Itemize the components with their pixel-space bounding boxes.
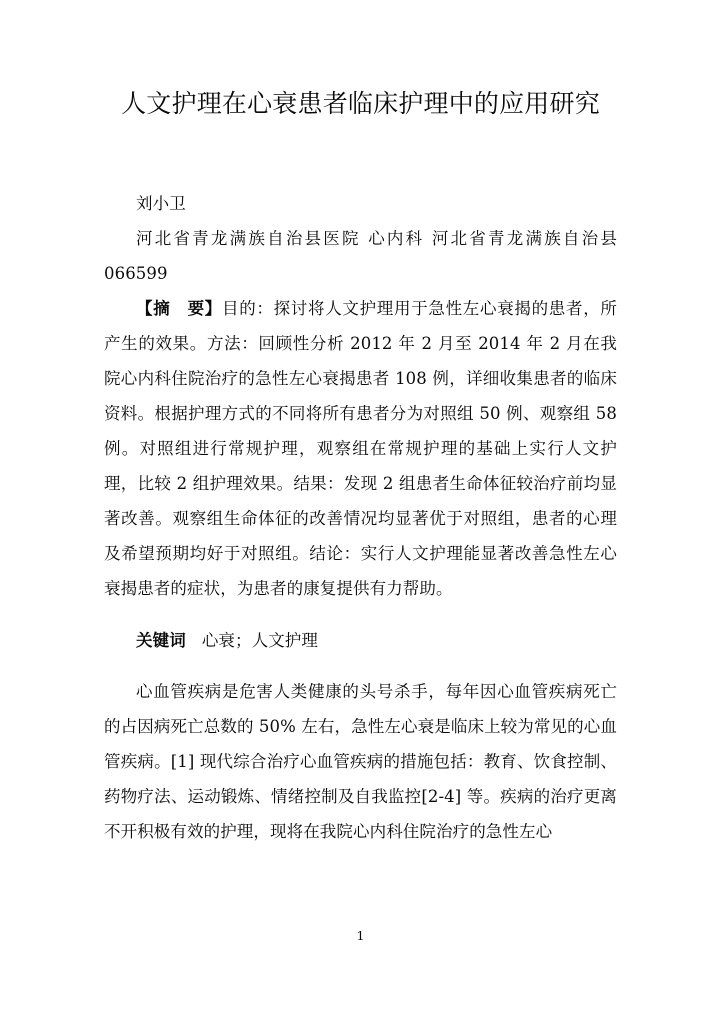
body-paragraph: 心血管疾病是危害人类健康的头号杀手，每年因心血管疾病死亡的占因病死亡总数的 50% 左右，急性左心衰是临床上较为常见的心血管疾病。[1] 现代综合治疗心血管疾病的措施包括：教育、饮食控制、药物疗法、运动锻炼、情绪控制及自我监控[2-4] 等。疾病的治疗更离不开积极有效的护理，现将在我院心内科住院治疗的急性左心 <box>104 682 617 841</box>
affiliation-postcode: 066599 <box>104 264 168 283</box>
author-affiliation: 河北省青龙满族自治县医院 心内科 河北省青龙满族自治县 <box>136 229 617 248</box>
abstract-label: 【摘 要】 <box>136 299 222 318</box>
page-number: 1 <box>356 928 365 943</box>
keywords-label: 关键词 <box>136 630 186 650</box>
page-title: 人文护理在心衰患者临床护理中的应用研究 <box>121 89 600 118</box>
keywords-text: 心衰；人文护理 <box>201 630 319 650</box>
keywords-line <box>104 623 617 658</box>
abstract-paragraph <box>104 291 617 606</box>
author-name: 刘小卫 <box>136 194 186 213</box>
byline-block <box>104 186 617 291</box>
abstract-text: 目的：探讨将人文护理用于急性左心衰揭的患者，所产生的效果。方法：回顾性分析 2012 年 2 月至 2014 年 2 月在我院心内科住院治疗的急性左心衰揭患者 108 例，详细收集患者的临床资料。根据护理方式的不同将所有患者分为对照组 50 例、观察组 58 例。对照组进行常规护理，观察组在常规护理的基础上实行人文护理，比较 2 组护理效果。结果：发现 2 组患者生命体征较治疗前均显著改善。观察组生命体征的改善情况均显著优于对照组，患者的心理及希望预期均好于对照组。结论：实行人文护理能显著改善急性左心衰揭患者的症状，为患者的康复提供有力帮助。 <box>104 299 617 598</box>
page-content <box>104 0 617 866</box>
